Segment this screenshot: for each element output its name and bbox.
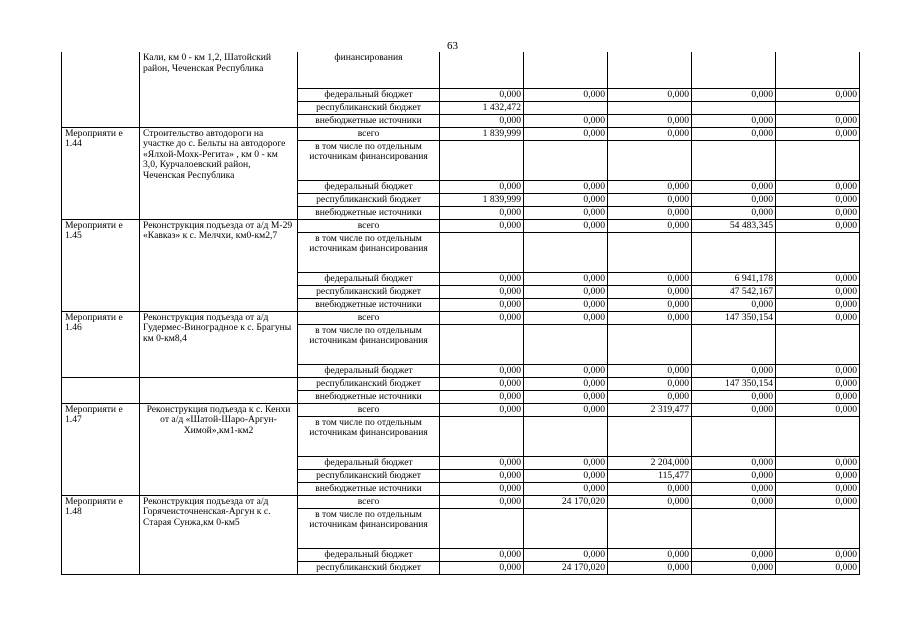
value-cell xyxy=(440,416,524,456)
funding-source: всего xyxy=(298,495,440,508)
value-cell: 0,000 xyxy=(524,456,608,469)
value-cell: 0,000 xyxy=(776,88,860,101)
value-cell: 0,000 xyxy=(692,88,776,101)
value-cell: 0,000 xyxy=(524,390,608,403)
measure-label: Мероприяти е 1.45 xyxy=(62,219,140,311)
value-cell: 0,000 xyxy=(692,206,776,219)
value-cell xyxy=(440,232,524,272)
value-cell xyxy=(608,508,692,548)
value-cell: 0,000 xyxy=(608,272,692,285)
value-cell xyxy=(692,52,776,88)
value-cell: 0,000 xyxy=(692,403,776,416)
value-cell: 0,000 xyxy=(524,285,608,298)
table-row xyxy=(62,403,860,416)
table-row xyxy=(62,52,860,88)
value-cell: 147 350,154 xyxy=(692,377,776,390)
value-cell xyxy=(524,508,608,548)
value-cell: 0,000 xyxy=(692,561,776,574)
value-cell xyxy=(692,416,776,456)
value-cell: 1 432,472 xyxy=(440,101,524,114)
value-cell: 0,000 xyxy=(692,127,776,140)
value-cell: 0,000 xyxy=(776,311,860,324)
funding-source: внебюджетные источники xyxy=(298,206,440,219)
value-cell: 0,000 xyxy=(776,482,860,495)
value-cell: 0,000 xyxy=(692,193,776,206)
funding-source: внебюджетные источники xyxy=(298,390,440,403)
value-cell: 0,000 xyxy=(524,219,608,232)
value-cell: 0,000 xyxy=(440,377,524,390)
value-cell: 24 170,020 xyxy=(524,495,608,508)
value-cell xyxy=(440,508,524,548)
measure-description: Кали, км 0 - км 1,2, Шатойский район, Чеченская Республика xyxy=(140,52,298,127)
funding-source: в том числе по отдельным источникам финансирования xyxy=(298,416,440,456)
value-cell: 0,000 xyxy=(692,495,776,508)
value-cell: 0,000 xyxy=(440,390,524,403)
funding-source: в том числе по отдельным источникам финансирования xyxy=(298,232,440,272)
value-cell: 0,000 xyxy=(440,456,524,469)
funding-source: финансирования xyxy=(298,52,440,88)
page-number: 63 xyxy=(447,40,458,52)
value-cell xyxy=(608,232,692,272)
value-cell: 0,000 xyxy=(692,482,776,495)
value-cell: 0,000 xyxy=(608,311,692,324)
value-cell: 0,000 xyxy=(440,298,524,311)
value-cell: 0,000 xyxy=(608,495,692,508)
value-cell xyxy=(692,324,776,364)
value-cell xyxy=(524,140,608,180)
funding-source: в том числе по отдельным источникам финансирования xyxy=(298,508,440,548)
value-cell xyxy=(692,508,776,548)
value-cell: 0,000 xyxy=(440,482,524,495)
value-cell: 0,000 xyxy=(608,180,692,193)
value-cell: 0,000 xyxy=(524,311,608,324)
value-cell: 0,000 xyxy=(440,364,524,377)
value-cell: 0,000 xyxy=(524,548,608,561)
value-cell: 0,000 xyxy=(776,193,860,206)
value-cell: 0,000 xyxy=(524,114,608,127)
funding-source: федеральный бюджет xyxy=(298,88,440,101)
value-cell: 54 483,345 xyxy=(692,219,776,232)
value-cell: 0,000 xyxy=(608,193,692,206)
value-cell: 2 204,000 xyxy=(608,456,692,469)
value-cell: 0,000 xyxy=(440,272,524,285)
measure-description: Реконструкция подъезда от а/д Гудермес-Виноградное к с. Брагуны км 0-км8,4 xyxy=(140,311,298,377)
value-cell: 0,000 xyxy=(608,88,692,101)
value-cell: 0,000 xyxy=(776,206,860,219)
value-cell: 0,000 xyxy=(776,285,860,298)
measure-label: Мероприяти е 1.46 xyxy=(62,311,140,377)
funding-source: всего xyxy=(298,127,440,140)
value-cell: 24 170,020 xyxy=(524,561,608,574)
value-cell: 0,000 xyxy=(776,390,860,403)
value-cell: 0,000 xyxy=(608,548,692,561)
value-cell: 0,000 xyxy=(776,364,860,377)
measure-description: Строительство автодороги на участке до с. Бельты на автодороге «Ялхой-Мохк-Регита» , км 0 - км 3,0, Курчалоевский район, Чеченская Республика xyxy=(140,127,298,219)
measure-description: Реконструкция подъезда от а/д Горячеисточненская-Аргун к с. Старая Сунжа,км 0-км5 xyxy=(140,495,298,574)
value-cell: 0,000 xyxy=(524,469,608,482)
value-cell: 0,000 xyxy=(776,548,860,561)
value-cell xyxy=(776,416,860,456)
value-cell: 0,000 xyxy=(692,180,776,193)
value-cell: 0,000 xyxy=(524,127,608,140)
funding-source: в том числе по отдельным источникам финансирования xyxy=(298,140,440,180)
value-cell: 0,000 xyxy=(608,298,692,311)
funding-source: в том числе по отдельным источникам финансирования xyxy=(298,324,440,364)
value-cell xyxy=(440,324,524,364)
value-cell xyxy=(692,232,776,272)
funding-source: внебюджетные источники xyxy=(298,482,440,495)
table-row xyxy=(62,495,860,508)
value-cell: 1 839,999 xyxy=(440,127,524,140)
value-cell: 0,000 xyxy=(440,495,524,508)
value-cell: 0,000 xyxy=(440,206,524,219)
value-cell xyxy=(608,52,692,88)
funding-source: республиканский бюджет xyxy=(298,285,440,298)
funding-source: федеральный бюджет xyxy=(298,180,440,193)
value-cell: 147 350,154 xyxy=(692,311,776,324)
measure-description xyxy=(140,377,298,403)
value-cell: 2 319,477 xyxy=(608,403,692,416)
value-cell: 0,000 xyxy=(440,180,524,193)
value-cell: 0,000 xyxy=(440,469,524,482)
funding-source: федеральный бюджет xyxy=(298,364,440,377)
value-cell xyxy=(608,140,692,180)
value-cell: 0,000 xyxy=(776,456,860,469)
value-cell: 0,000 xyxy=(608,285,692,298)
value-cell: 0,000 xyxy=(524,298,608,311)
value-cell: 0,000 xyxy=(776,377,860,390)
funding-source: всего xyxy=(298,311,440,324)
value-cell: 0,000 xyxy=(776,180,860,193)
value-cell xyxy=(776,232,860,272)
value-cell: 0,000 xyxy=(776,469,860,482)
measure-label: Мероприяти е 1.48 xyxy=(62,495,140,574)
funding-source: внебюджетные источники xyxy=(298,298,440,311)
value-cell xyxy=(776,324,860,364)
value-cell xyxy=(608,324,692,364)
value-cell: 0,000 xyxy=(776,495,860,508)
value-cell: 0,000 xyxy=(440,548,524,561)
value-cell: 0,000 xyxy=(776,561,860,574)
value-cell xyxy=(608,101,692,114)
value-cell: 0,000 xyxy=(608,114,692,127)
value-cell: 0,000 xyxy=(776,403,860,416)
value-cell: 0,000 xyxy=(440,311,524,324)
measure-description: Реконструкция подъезда к с. Кенхи от а/д «Шатой-Шаро-Аргун-Химой»,км1-км2 xyxy=(140,403,298,495)
funding-source: республиканский бюджет xyxy=(298,469,440,482)
value-cell: 0,000 xyxy=(524,377,608,390)
value-cell: 0,000 xyxy=(776,114,860,127)
table-row xyxy=(62,311,860,324)
value-cell: 0,000 xyxy=(608,219,692,232)
value-cell: 0,000 xyxy=(440,219,524,232)
value-cell: 0,000 xyxy=(524,364,608,377)
value-cell xyxy=(524,52,608,88)
value-cell: 0,000 xyxy=(692,456,776,469)
value-cell xyxy=(776,101,860,114)
value-cell: 47 542,167 xyxy=(692,285,776,298)
funding-source: республиканский бюджет xyxy=(298,101,440,114)
measure-label xyxy=(62,377,140,403)
value-cell: 6 941,178 xyxy=(692,272,776,285)
value-cell: 0,000 xyxy=(440,561,524,574)
value-cell xyxy=(692,140,776,180)
value-cell: 0,000 xyxy=(608,364,692,377)
value-cell: 0,000 xyxy=(524,403,608,416)
value-cell: 0,000 xyxy=(608,127,692,140)
funding-source: всего xyxy=(298,219,440,232)
value-cell: 0,000 xyxy=(776,127,860,140)
table-row xyxy=(62,127,860,140)
value-cell: 0,000 xyxy=(524,272,608,285)
value-cell: 0,000 xyxy=(440,403,524,416)
value-cell: 115,477 xyxy=(608,469,692,482)
funding-source: федеральный бюджет xyxy=(298,548,440,561)
funding-source: федеральный бюджет xyxy=(298,272,440,285)
value-cell xyxy=(524,416,608,456)
value-cell xyxy=(692,101,776,114)
value-cell: 0,000 xyxy=(524,482,608,495)
value-cell: 0,000 xyxy=(524,88,608,101)
funding-source: республиканский бюджет xyxy=(298,193,440,206)
table-row xyxy=(62,219,860,232)
value-cell: 0,000 xyxy=(692,114,776,127)
value-cell xyxy=(440,52,524,88)
value-cell: 0,000 xyxy=(440,285,524,298)
value-cell: 0,000 xyxy=(524,180,608,193)
value-cell: 0,000 xyxy=(440,114,524,127)
value-cell xyxy=(524,232,608,272)
value-cell: 0,000 xyxy=(440,88,524,101)
value-cell xyxy=(776,52,860,88)
value-cell: 0,000 xyxy=(524,206,608,219)
table-row xyxy=(62,377,860,390)
value-cell xyxy=(776,508,860,548)
value-cell: 0,000 xyxy=(776,298,860,311)
funding-source: внебюджетные источники xyxy=(298,114,440,127)
value-cell: 0,000 xyxy=(692,469,776,482)
funding-source: федеральный бюджет xyxy=(298,456,440,469)
value-cell: 0,000 xyxy=(524,193,608,206)
value-cell: 0,000 xyxy=(692,298,776,311)
measure-label: Мероприяти е 1.47 xyxy=(62,403,140,495)
measure-label xyxy=(62,52,140,127)
value-cell: 0,000 xyxy=(776,272,860,285)
value-cell xyxy=(608,416,692,456)
measure-description: Реконструкция подъезда от а/д М-29 «Кавказ» к с. Мелчхи, км0-км2,7 xyxy=(140,219,298,311)
value-cell xyxy=(524,101,608,114)
value-cell: 0,000 xyxy=(692,364,776,377)
value-cell xyxy=(440,140,524,180)
value-cell: 0,000 xyxy=(608,561,692,574)
value-cell: 0,000 xyxy=(692,548,776,561)
value-cell: 1 839,999 xyxy=(440,193,524,206)
funding-source: республиканский бюджет xyxy=(298,561,440,574)
value-cell xyxy=(776,140,860,180)
value-cell: 0,000 xyxy=(608,482,692,495)
value-cell: 0,000 xyxy=(776,219,860,232)
value-cell: 0,000 xyxy=(692,390,776,403)
value-cell: 0,000 xyxy=(608,377,692,390)
funding-source: всего xyxy=(298,403,440,416)
funding-table xyxy=(61,52,860,575)
value-cell xyxy=(524,324,608,364)
value-cell: 0,000 xyxy=(608,390,692,403)
measure-label: Мероприяти е 1.44 xyxy=(62,127,140,219)
value-cell: 0,000 xyxy=(608,206,692,219)
funding-source: республиканский бюджет xyxy=(298,377,440,390)
